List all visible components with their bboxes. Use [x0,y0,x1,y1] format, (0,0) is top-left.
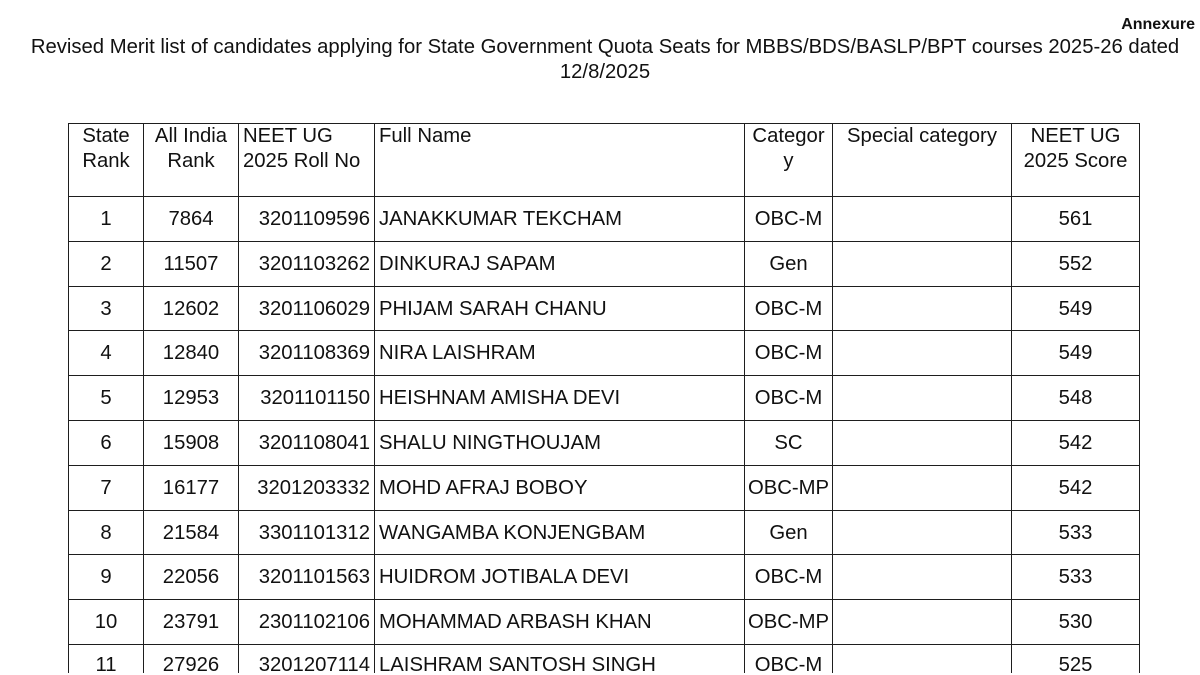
score-cell: 533 [1012,510,1140,555]
score-cell: 542 [1012,465,1140,510]
category-cell: OBC-M [745,331,833,376]
roll-no-cell: 3201101563 [239,555,375,600]
header-state-rank: State Rank [69,124,144,197]
special-category-cell [833,555,1012,600]
table-row [69,331,1140,376]
annexure-label: Annexure [1121,16,1195,33]
document-title: Revised Merit list of candidates applying for State Government Quota Seats for MBBS/BDS/BASLP/BPT courses 2025-26 dated 12/8/2025 [30,36,1180,83]
score-cell: 561 [1012,197,1140,242]
special-category-cell [833,331,1012,376]
table-row [69,376,1140,421]
full-name-cell: MOHD AFRAJ BOBOY [375,465,745,510]
table-row [69,644,1140,673]
table-row [69,241,1140,286]
special-category-cell [833,376,1012,421]
all-india-rank-cell: 12602 [144,286,239,331]
roll-no-cell: 3301101312 [239,510,375,555]
header-full-name: Full Name [375,124,745,197]
all-india-rank-cell: 12840 [144,331,239,376]
special-category-cell [833,600,1012,645]
roll-no-cell: 3201108041 [239,420,375,465]
special-category-cell [833,510,1012,555]
roll-no-cell: 3201106029 [239,286,375,331]
roll-no-cell: 3201108369 [239,331,375,376]
score-cell: 533 [1012,555,1140,600]
special-category-cell [833,644,1012,673]
table-row [69,555,1140,600]
all-india-rank-cell: 27926 [144,644,239,673]
full-name-cell: NIRA LAISHRAM [375,331,745,376]
full-name-cell: MOHAMMAD ARBASH KHAN [375,600,745,645]
score-cell: 549 [1012,331,1140,376]
all-india-rank-cell: 15908 [144,420,239,465]
all-india-rank-cell: 16177 [144,465,239,510]
full-name-cell: PHIJAM SARAH CHANU [375,286,745,331]
all-india-rank-cell: 12953 [144,376,239,421]
state-rank-cell: 10 [69,600,144,645]
state-rank-cell: 3 [69,286,144,331]
category-cell: OBC-M [745,197,833,242]
table-row [69,600,1140,645]
all-india-rank-cell: 22056 [144,555,239,600]
table-row [69,465,1140,510]
score-cell: 530 [1012,600,1140,645]
score-cell: 552 [1012,241,1140,286]
table-row [69,286,1140,331]
table-row [69,420,1140,465]
roll-no-cell: 2301102106 [239,600,375,645]
table-row [69,197,1140,242]
category-cell: OBC-M [745,555,833,600]
score-cell: 548 [1012,376,1140,421]
category-cell: OBC-MP [745,600,833,645]
state-rank-cell: 6 [69,420,144,465]
merit-list-table-wrapper [67,122,1142,675]
state-rank-cell: 1 [69,197,144,242]
all-india-rank-cell: 7864 [144,197,239,242]
special-category-cell [833,286,1012,331]
state-rank-cell: 11 [69,644,144,673]
roll-no-cell: 3201101150 [239,376,375,421]
category-cell: OBC-M [745,644,833,673]
all-india-rank-cell: 23791 [144,600,239,645]
table-header [69,124,1140,197]
full-name-cell: LAISHRAM SANTOSH SINGH [375,644,745,673]
header-roll-no: NEET UG 2025 Roll No [239,124,375,197]
category-cell: SC [745,420,833,465]
roll-no-cell: 3201203332 [239,465,375,510]
table-row [69,510,1140,555]
roll-no-cell: 3201103262 [239,241,375,286]
all-india-rank-cell: 11507 [144,241,239,286]
special-category-cell [833,465,1012,510]
full-name-cell: DINKURAJ SAPAM [375,241,745,286]
score-cell: 542 [1012,420,1140,465]
header-category: Category [745,124,833,197]
state-rank-cell: 7 [69,465,144,510]
roll-no-cell: 3201207114 [239,644,375,673]
special-category-cell [833,197,1012,242]
header-score: NEET UG 2025 Score [1012,124,1140,197]
category-cell: OBC-MP [745,465,833,510]
category-cell: OBC-M [745,376,833,421]
category-cell: OBC-M [745,286,833,331]
full-name-cell: HUIDROM JOTIBALA DEVI [375,555,745,600]
full-name-cell: JANAKKUMAR TEKCHAM [375,197,745,242]
score-cell: 549 [1012,286,1140,331]
all-india-rank-cell: 21584 [144,510,239,555]
state-rank-cell: 4 [69,331,144,376]
category-cell: Gen [745,510,833,555]
special-category-cell [833,420,1012,465]
state-rank-cell: 5 [69,376,144,421]
special-category-cell [833,241,1012,286]
state-rank-cell: 2 [69,241,144,286]
roll-no-cell: 3201109596 [239,197,375,242]
score-cell: 525 [1012,644,1140,673]
full-name-cell: SHALU NINGTHOUJAM [375,420,745,465]
full-name-cell: HEISHNAM AMISHA DEVI [375,376,745,421]
header-special-category: Special category [833,124,1012,197]
merit-list-table [68,123,1140,673]
table-body [69,197,1140,673]
state-rank-cell: 9 [69,555,144,600]
header-all-india-rank: All India Rank [144,124,239,197]
category-cell: Gen [745,241,833,286]
state-rank-cell: 8 [69,510,144,555]
table-header-row [69,124,1140,197]
full-name-cell: WANGAMBA KONJENGBAM [375,510,745,555]
